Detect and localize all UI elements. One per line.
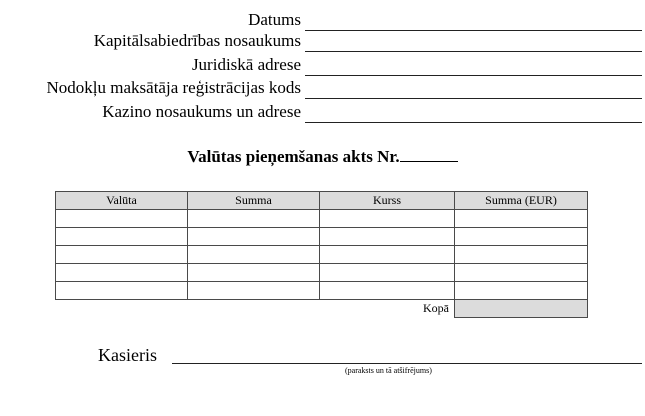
field-company-name — [0, 32, 645, 52]
table-cell[interactable] — [320, 210, 455, 228]
cashier-signature-line[interactable] — [172, 363, 642, 364]
field-date-line[interactable] — [305, 30, 642, 31]
field-legal-address-line[interactable] — [305, 75, 642, 76]
field-casino-name-address — [0, 103, 645, 123]
currency-table — [55, 191, 588, 318]
table-cell[interactable] — [455, 246, 588, 264]
signature-hint: (paraksts un tā atšifrējums) — [345, 366, 432, 375]
field-casino-name-address-line[interactable] — [305, 122, 642, 123]
total-value-cell[interactable] — [455, 300, 588, 318]
table-row — [56, 228, 588, 246]
field-legal-address — [0, 56, 645, 76]
table-cell[interactable] — [320, 246, 455, 264]
field-casino-name-address-label: Kazino nosaukums un adrese — [102, 102, 301, 121]
act-number-blank[interactable] — [400, 147, 458, 162]
field-tax-code-line[interactable] — [305, 98, 642, 99]
table-cell[interactable] — [56, 246, 188, 264]
column-header-currency: Valūta — [56, 192, 188, 210]
table-cell[interactable] — [188, 228, 320, 246]
field-company-name-label: Kapitālsabiedrības nosaukums — [93, 31, 301, 50]
field-legal-address-label: Juridiskā adrese — [191, 55, 301, 74]
total-row — [56, 300, 588, 318]
table-cell[interactable] — [56, 228, 188, 246]
table-cell[interactable] — [56, 282, 188, 300]
field-tax-code-label: Nodokļu maksātāja reģistrācijas kods — [46, 78, 301, 97]
table-row — [56, 264, 588, 282]
table-cell[interactable] — [188, 282, 320, 300]
table-row — [56, 282, 588, 300]
table-cell[interactable] — [455, 264, 588, 282]
table-row — [56, 246, 588, 264]
table-cell[interactable] — [320, 264, 455, 282]
table-cell[interactable] — [320, 228, 455, 246]
table-cell[interactable] — [455, 210, 588, 228]
document-title-text: Valūtas pieņemšanas akts Nr. — [187, 147, 400, 166]
table-cell[interactable] — [56, 210, 188, 228]
column-header-rate: Kurss — [320, 192, 455, 210]
field-date-label: Datums — [248, 10, 301, 29]
field-date — [0, 11, 645, 31]
table-cell[interactable] — [56, 264, 188, 282]
table-cell[interactable] — [455, 228, 588, 246]
total-label: Kopā — [423, 301, 449, 316]
cashier-label: Kasieris — [98, 345, 157, 365]
table-row — [56, 210, 588, 228]
table-cell[interactable] — [188, 210, 320, 228]
total-spacer — [188, 300, 320, 318]
table-header-row — [56, 192, 588, 210]
document-title — [0, 146, 645, 168]
column-header-amount: Summa — [188, 192, 320, 210]
field-tax-code — [0, 79, 645, 99]
table-cell[interactable] — [188, 264, 320, 282]
table-cell[interactable] — [455, 282, 588, 300]
field-company-name-line[interactable] — [305, 51, 642, 52]
table-cell[interactable] — [320, 282, 455, 300]
table-cell[interactable] — [188, 246, 320, 264]
column-header-amount-eur: Summa (EUR) — [455, 192, 588, 210]
total-spacer — [56, 300, 188, 318]
